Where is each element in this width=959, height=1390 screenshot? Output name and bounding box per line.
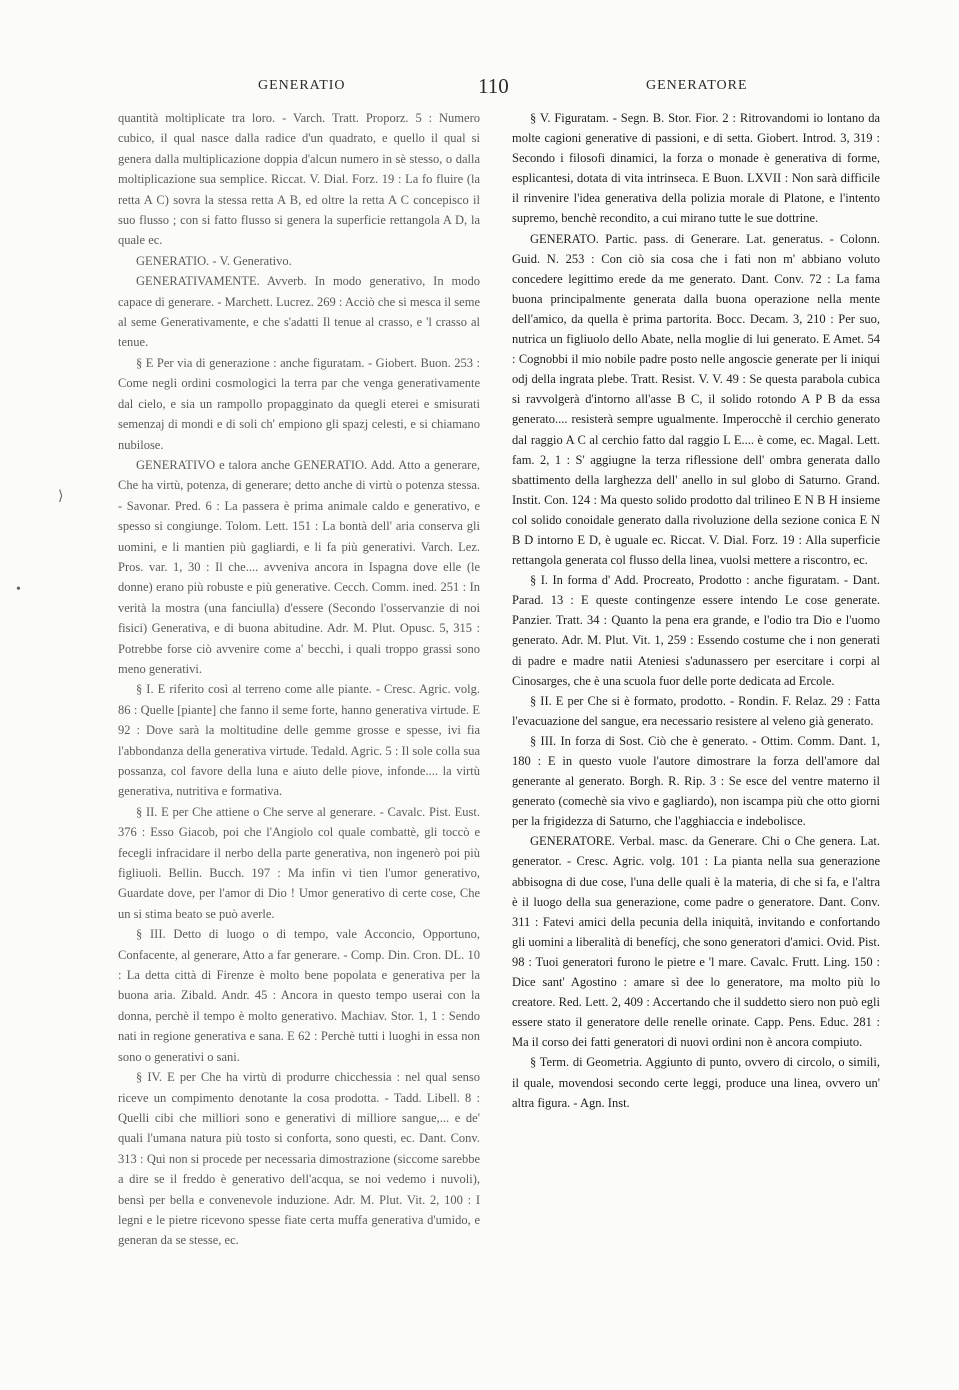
margin-mark: ⟩: [58, 489, 64, 504]
entry-paragraph: § III. Detto di luogo o di tempo, vale Acconcio, Opportuno, Confacente, al generare, Atto a far generare. - Comp. Din. Cron. DL. 10 : La detta città di Firenze è molto bene popolata e generativa per la buona aria. Zibald. Andr. 45 : Ancora in questo tempo userai con la donna, perchè il tempo è molto generativo. Machiav. Stor. 1, 1 : Sendo nati in regione generativa e sana. E 62 : Perchè tutti i luoghi in essa non sono o generativi o sani.: [118, 927, 480, 1064]
page-number: 110: [478, 74, 509, 98]
entry-paragraph: quantità moltiplicate tra loro. - Varch. Tratt. Proporz. 5 : Numero cubico, il qual nasce dalla radice d'un quadrato, e quello il qual si genera dalla multiplicazione doppia d'alcun numero in sè stesso, o dalla moltiplicazione sua semplice. Riccat. V. Dial. Forz. 19 : La fo fluire (la retta A C) sovra la stessa retta A B, ed oltre la retta A C concepisco il suo flusso ; con si fatto flusso si genera la superficie rettangola A D, la quale ec.: [118, 111, 480, 248]
entry-paragraph: GENERATO. Partic. pass. di Generare. Lat. generatus. - Colonn. Guid. N. 253 : Con ciò sia cosa che i fati non m' abbiano voluto concedere legittimo erede da me generato. Dant. Conv. 72 : La fama buona principalmente generata dalla buona operazione nella mente dell'amico, da quella è prima partorita. Bocc. Decam. 3, 210 : Per suo, nutrica un figliuolo dello Abate, nella moglie di lui generato. E Amet. 54 : Cognobbi il mio nobile padre posto nelle angoscie generate per li iniqui odj della ingrata plebe. Tratt. Resist. V. V. 49 : Se questa parabola cubica si ravvolgerà d'intorno all'asse B C, il solido rotondo A P B da essa generato.... resisterà sempre ugualmente. Imperocchè il cerchio generato dal raggio A C al cerchio fatto dal raggio L E.... è come, ec. Magal. Lett. fam. 2, 1 : S' aggiugne la terza riflessione dell' ombra generata dallo sbattimento della larghezza dell' anello in sul globo di Saturno. Grand. Instit. Con. 124 : Ma questo solido prodotto dal trilineo E N B H insieme col solido conoidale generato dalla rivoluzione della sezione conica E N B D intorno E D, è uguale ec. Riccat. V. Dial. Forz. 19 : Alla superficie rettangola generata col flusso della linea, vuolsi mettere a riscontro, ec.: [512, 231, 880, 568]
entry-paragraph: § IV. E per Che ha virtù di produrre chicchessia : nel qual senso riceve un compimento denotante la cosa prodotta. - Tadd. Libell. 8 : Quelli cibi che milliori sono e generativi di milliore sangue,... e de' quali l'umana natura più tosto si conforta, sono questi, ec. Dant. Conv. 313 : Qui non si procede per necessaria dimostrazione (siccome sarebbe a dire se il freddo è generativo dell'acqua, se noi vedemo i nuvoli), bensì per bella e convenevole induzione. Adr. M. Plut. Vit. 2, 100 : I legni e le pietre ricevono spesse fiate certa muffa generativa d'umido, e generan da se stesse, ec.: [118, 1070, 480, 1248]
running-head-left: GENERATIO: [258, 78, 346, 93]
right-column: [512, 108, 880, 1113]
left-column: [118, 108, 480, 1251]
entry-paragraph: § II. E per Che si è formato, prodotto. - Rondin. F. Relaz. 29 : Fatta l'evacuazione del sangue, era necessario resistere al veleno già generato.: [512, 693, 880, 728]
entry-paragraph: § I. In forma d' Add. Procreato, Prodotto : anche figuratam. - Dant. Parad. 13 : E queste contingenze essere intendo Le cose generate. Panzier. Tratt. 34 : Quanto la pena era grande, e l'odio tra Dio e l'uomo generato. Adr. M. Plut. Vit. 1, 259 : Essendo costume che i non generati di padre e madre natii Ateniesi s'adunassero per esercitare i corpi al Cinosarges, che è una scuola fuor delle porte dedicata ad Ercole.: [512, 573, 880, 688]
entry-paragraph: GENERATORE. Verbal. masc. da Generare. Chi o Che genera. Lat. generator. - Cresc. Agric. volg. 101 : La pianta nella sua generazione abbisogna di due cose, l'una delle quali è la materia, di che si fa, e l'altra è il luogo della sua generazione, come padre o generatore. Dant. Conv. 311 : Fatevi amici della pecunia della iniquità, invitando e confortando gli uomini a liberalità di benefícj, che sono generatori d'amici. Ovid. Pist. 98 : Tuoi generatori furono le pietre e 'l mare. Cavalc. Frutt. Ling. 150 : Dice sant' Agostino : amare sì dee lo generatore, ma molto più lo creatore. Red. Lett. 2, 409 : Accertando che il suddetto siero non può egli essere stato il generatore delle renelle orinate. Capp. Pens. Educ. 281 : Ma il corso dei fatti generatori di nuovi ordini non è ancora compiuto.: [512, 834, 880, 1050]
entry-paragraph: § III. In forza di Sost. Ciò che è generato. - Ottim. Comm. Dant. 1, 180 : E in questo vuole l'autore dimostrare la forza dell'amore dal generante al generato. Borgh. R. Rip. 3 : Se esce del ventre materno il generato (comechè sia vivo e gagliardo), non iscampa più che otto giorni per la frigidezza di Saturno, che l'agghiaccia e indebolisce.: [512, 733, 880, 829]
entry-paragraph: GENERATIVAMENTE. Avverb. In modo generativo, In modo capace di generare. - Marchett. Lucrez. 269 : Acciò che si mesca il seme al seme Generativamente, e che s'adatti Il tenue al crasso, e 'l crasso al tenue.: [118, 274, 480, 350]
entry-paragraph: § I. E riferito così al terreno come alle piante. - Cresc. Agric. volg. 86 : Quelle [piante] che fanno il seme forte, hanno generativa virtude. E 92 : Dove sarà la moltitudine delle gemme grosse e spesse, ivi fia l'abbondanza della generativa virtude. Tedald. Agric. 5 : Il sole colla sua possanza, col favore della luna e aiuto delle piove, infonde.... la virtù generativa, nutritiva e formativa.: [118, 682, 480, 799]
entry-paragraph: GENERATIVO e talora anche GENERATIO. Add. Atto a generare, Che ha virtù, potenza, di generare; detto anche di virtù o potenza stessa. - Savonar. Pred. 6 : La passera è prima animale caldo e generativo, e spesso si congiunge. Tolom. Lett. 151 : La bontà dell' aria conserva gli uomini, e li mantien più gagliardi, e li fa più generativi. Varch. Lez. Pros. var. 1, 30 : Il che.... avveniva ancora in Ispagna dove elle (le donne) erano più robuste e più generative. Cecch. Comm. ined. 251 : In verità la mostra (una fanciulla) d'essere (Secondo l'osservanzie di noi fisici) Generativa, e di buona abitudine. Adr. M. Plut. Opusc. 5, 315 : Potrebbe forse ciò avvenire come a' becchi, i quali troppo grassi sono meno generativi.: [118, 457, 480, 676]
entry-paragraph: GENERATIO. - V. Generativo.: [136, 253, 292, 268]
entry-paragraph: § II. E per Che attiene o Che serve al generare. - Cavalc. Pist. Eust. 376 : Esso Giacob, poi che l'Angiolo col quale combattè, gli toccò e fecegli infracidare il nerbo della parte generativa, non ingenerò poi più figliuoli. Bellin. Bucch. 197 : Ma infin vi tien l'umor generativo, Guardate dove, per l'amor di Dio ! Umor generativo di certe cose, Che un si stima beato se può averle.: [118, 804, 480, 921]
running-head-right: GENERATORE: [646, 78, 748, 93]
entry-paragraph: § Term. di Geometria. Aggiunto di punto, ovvero di circolo, o simili, il quale, movendosi secondo certe leggi, produce una linea, ovvero un' altra figura. - Agn. Inst.: [512, 1055, 880, 1110]
entry-paragraph: § V. Figuratam. - Segn. B. Stor. Fior. 2 : Ritrovandomi io lontano da molte cagioni generative di passioni, e di setta. Giobert. Introd. 3, 319 : Secondo i filosofi dinamici, la forza o monade è generativa di forme, esplicantesi, dotata di vita intrinseca. E Buon. LXVII : Non sarà difficile il rinvenire l'idea generativa della polizia morale di Platone, e l'intento supremo, benchè recondito, a cui mirano tutte le sue dottrine.: [512, 111, 880, 226]
margin-dot: •: [16, 582, 21, 597]
entry-paragraph: § E Per via di generazione : anche figuratam. - Giobert. Buon. 253 : Come negli ordini cosmologici la terra par che venga generativamente dal cielo, e sia un rampollo propagginato da quegli eterei e smisurati semenzaj di mondi e di soli ch' empiono gli spazj celesti, e si chiamano nubilose.: [118, 355, 480, 452]
